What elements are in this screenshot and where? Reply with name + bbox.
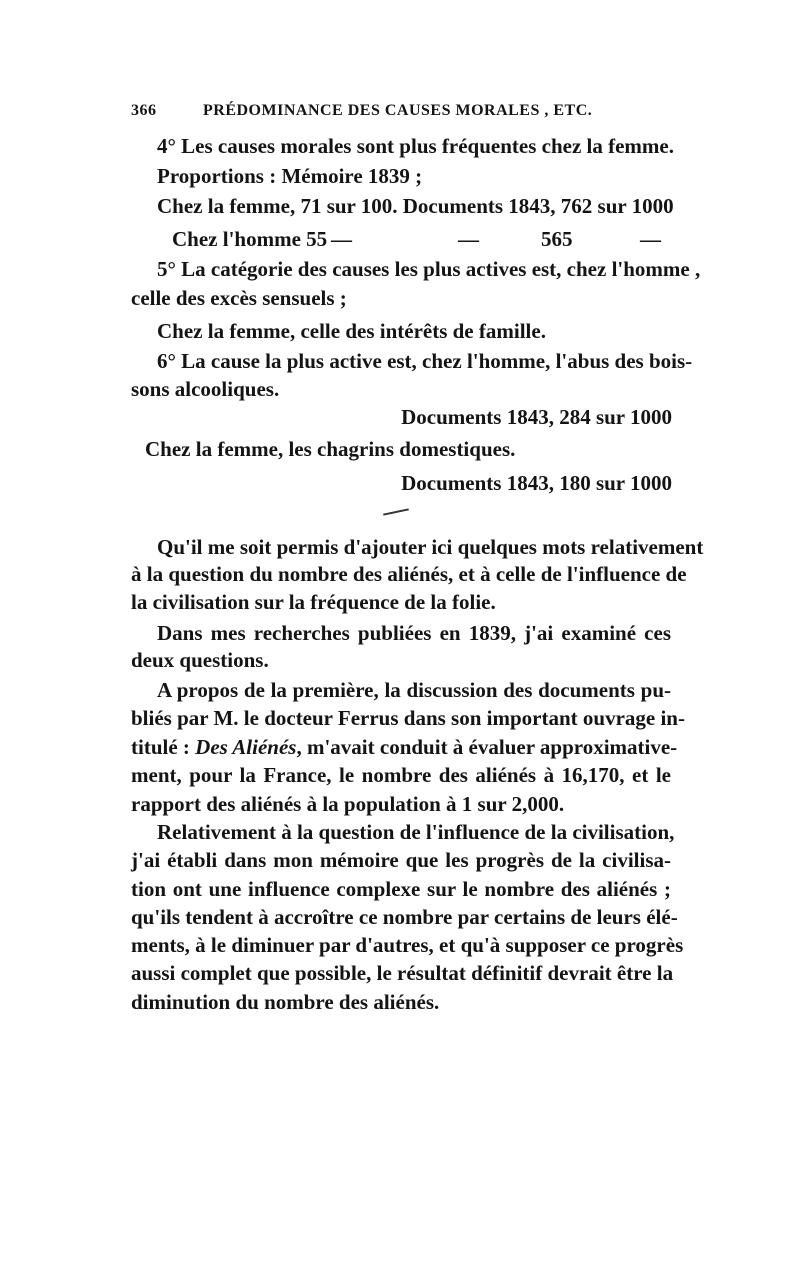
p3-line-1: A propos de la première, la discussion des documents pu- [157,678,671,702]
p4-line-2: j'ai établi dans mon mémoire que les progrès de la civilisa- [131,848,671,872]
p2-line-1: Dans mes recherches publiées en 1839, j'ai examiné ces [157,621,671,645]
p4-line-7: diminution du nombre des aliénés. [131,990,440,1014]
item-4-title: 4° Les causes morales sont plus fréquentes chez la femme. [157,134,674,158]
femme-proportions-line: Chez la femme, 71 sur 100. Documents 1843, 762 sur 1000 [157,194,674,218]
documents-180-line: Documents 1843, 180 sur 1000 [401,471,672,495]
p3-line-3 [131,734,678,760]
item-6-line-2: sons alcooliques. [131,377,280,401]
p4-line-4: qu'ils tendent à accroître ce nombre par certains de leurs élé- [131,905,678,929]
p3-line-3-pre: titulé : [131,735,196,759]
p2-line-2: deux questions. [131,648,269,672]
homme-dash-2: — [458,227,479,251]
item-6-line-1: 6° La cause la plus active est, chez l'homme, l'abus des bois- [157,349,693,373]
item-5-line-3: Chez la femme, celle des intérêts de famille. [157,319,546,343]
documents-284-line: Documents 1843, 284 sur 1000 [401,405,672,429]
p3-line-3-post: , m'avait conduit à évaluer approximative- [296,735,678,759]
item-5-line-2: celle des excès sensuels ; [131,286,347,310]
p1-line-1: Qu'il me soit permis d'ajouter ici quelques mots relativement [157,535,704,559]
section-separator [383,508,409,515]
p4-line-3: tion ont une influence complexe sur le nombre des aliénés ; [131,877,671,901]
p3-line-5: rapport des aliénés à la population à 1 sur 2,000. [131,792,565,816]
homme-dash-3: — [640,227,661,251]
p4-line-6: aussi complet que possible, le résultat définitif devrait être la [131,961,674,985]
page-number: 366 [131,102,157,119]
item-5-line-1: 5° La catégorie des causes les plus actives est, chez l'homme , [157,257,701,281]
p3-line-2: bliés par M. le docteur Ferrus dans son important ouvrage in- [131,706,685,730]
p1-line-3: la civilisation sur la fréquence de la folie. [131,590,496,614]
book-title-italic: Des Aliénés [195,735,297,759]
homme-dash-1: — [331,227,352,251]
running-title: PRÉDOMINANCE DES CAUSES MORALES , ETC. [203,102,593,119]
proportions-line: Proportions : Mémoire 1839 ; [157,164,423,188]
p4-line-5: ments, à le diminuer par d'autres, et qu'à supposer ce progrès [131,933,684,957]
p1-line-2: à la question du nombre des aliénés, et à celle de l'influence de [131,562,687,586]
p3-line-4: ment, pour la France, le nombre des aliénés à 16,170, et le [131,763,671,787]
p4-line-1: Relativement à la question de l'influence de la civilisation, [157,820,675,844]
homme-value: 565 [541,227,573,251]
femme-chagrins-line: Chez la femme, les chagrins domestiques. [145,437,516,461]
homme-label: Chez l'homme 55 [172,227,328,251]
